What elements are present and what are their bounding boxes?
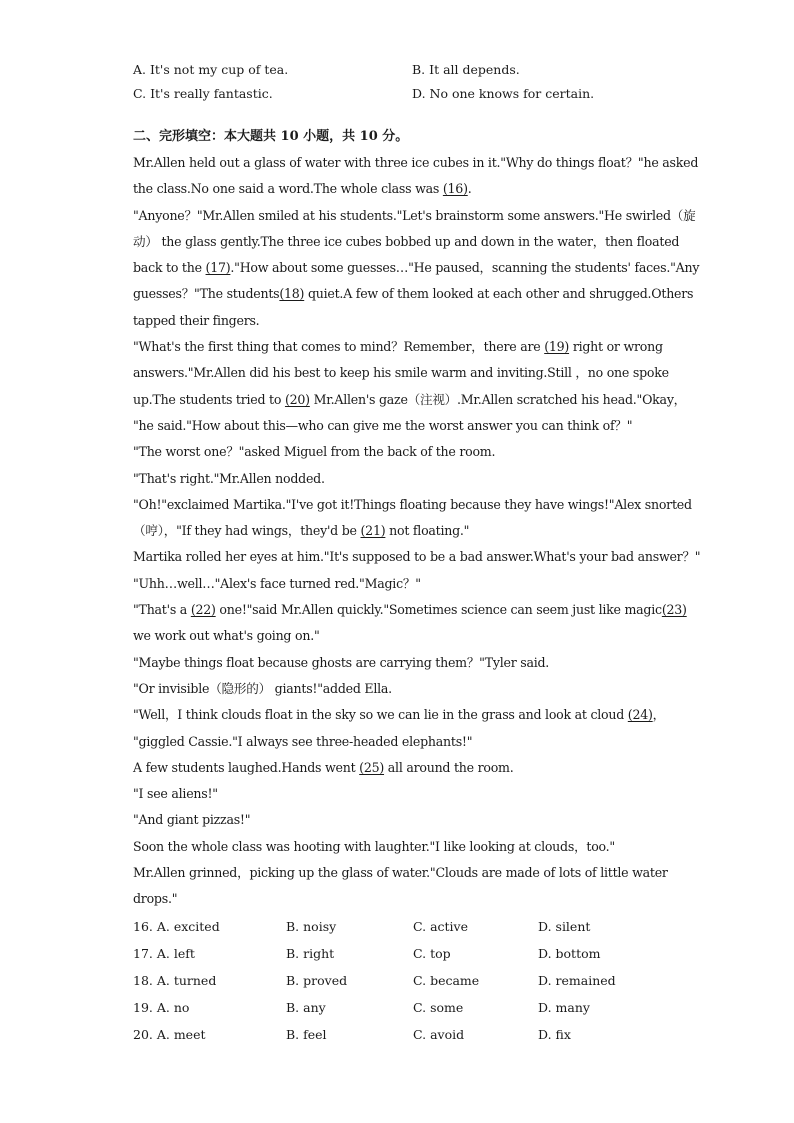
question-list xyxy=(133,913,663,1048)
question-option-c: C. top xyxy=(413,945,451,961)
passage-text: "The worst one？"asked Miguel from the back of the room. xyxy=(133,444,496,460)
passage-text: Soon the whole class was hooting with laughter."I like looking at clouds，too." xyxy=(133,838,615,854)
passage-line xyxy=(133,571,663,597)
passage-line xyxy=(133,413,663,439)
passage-line xyxy=(133,860,668,886)
option-b: B. It all depends. xyxy=(412,62,520,77)
blank-number: (23) xyxy=(661,602,687,618)
passage-text: . xyxy=(467,181,472,197)
blank-number: (18) xyxy=(279,286,305,302)
question-option-c: C. active xyxy=(413,918,468,934)
question-option-d: D. bottom xyxy=(538,945,601,961)
passage-text: "That's right."Mr.Allen nodded. xyxy=(133,470,325,486)
passage-text: "Anyone？"Mr.Allen smiled at his students."Let's brainstorm some answers."He swirled（旋 xyxy=(133,207,696,223)
passage-text: 动） the glass gently.The three ice cubes bobbed up and down in the water，then floated xyxy=(133,233,680,249)
document-page xyxy=(133,58,701,1048)
passage-line xyxy=(133,203,696,229)
question-option-d: D. silent xyxy=(538,918,591,934)
blank-number: (22) xyxy=(190,602,216,618)
passage-text: one!"said Mr.Allen quickly."Sometimes science can seem just like magic xyxy=(215,602,662,618)
passage-line xyxy=(133,544,701,570)
question-option-a: 19. A. no xyxy=(133,999,190,1015)
blank-number: (24) xyxy=(627,707,653,723)
passage-text: we work out what's going on." xyxy=(133,628,320,644)
passage-text: not floating." xyxy=(385,523,470,539)
passage-text: "giggled Cassie."I always see three-headed elephants!" xyxy=(133,733,473,749)
passage-text: drops." xyxy=(133,891,178,907)
passage-text: "What's the first thing that comes to mind？Remember，there are xyxy=(133,339,545,355)
passage-line xyxy=(133,176,663,202)
passage-text: the class.No one said a word.The whole class was xyxy=(133,181,443,197)
section-heading: 二、完形填空：本大题共 10 小题，共 10 分。 xyxy=(133,129,409,144)
question-option-a: 16. A. excited xyxy=(133,918,220,934)
passage-text: "That's a xyxy=(133,602,191,618)
passage-text: Martika rolled her eyes at him."It's supposed to be a bad answer.What's your bad answer？" xyxy=(133,549,701,565)
passage-line xyxy=(133,150,699,176)
passage-line xyxy=(133,492,692,518)
passage-line xyxy=(133,255,700,281)
passage-text: （哼），"If they had wings，they'd be xyxy=(133,523,361,539)
passage-text: A few students laughed.Hands went xyxy=(133,759,360,775)
previous-question-options xyxy=(133,58,663,106)
passage-text: guesses？"The students xyxy=(133,286,280,302)
passage-line xyxy=(133,387,687,413)
passage-line xyxy=(133,650,663,676)
passage-text: "Uhh…well…"Alex's face turned red."Magic？" xyxy=(133,575,421,591)
passage-line xyxy=(133,439,663,465)
passage-text: Mr.Allen's gaze（注视）.Mr.Allen scratched his head."Okay， xyxy=(309,391,687,407)
blank-number: (17) xyxy=(205,260,231,276)
blank-number: (16) xyxy=(442,181,468,197)
passage-line xyxy=(133,702,663,728)
passage-line xyxy=(133,807,663,833)
passage-line xyxy=(133,623,663,649)
question-option-b: B. feel xyxy=(286,1026,327,1042)
passage-text: tapped their fingers. xyxy=(133,312,260,328)
question-option-c: C. became xyxy=(413,972,480,988)
passage-line xyxy=(133,729,663,755)
question-option-d: D. fix xyxy=(538,1026,571,1042)
passage-text: ."How about some guesses…"He paused，scanning the students' faces."Any xyxy=(230,260,700,276)
passage-text: Mr.Allen held out a glass of water with three ice cubes in it."Why do things float？"he asked xyxy=(133,155,699,170)
passage-text: "Maybe things float because ghosts are carrying them？"Tyler said. xyxy=(133,654,550,670)
passage-line xyxy=(133,360,669,386)
question-option-a: 17. A. left xyxy=(133,945,195,961)
passage-text: "I see aliens!" xyxy=(133,786,218,802)
passage-line xyxy=(133,281,694,307)
passage-text: "Oh!"exclaimed Martika."I've got it!Things floating because they have wings!"Alex snorted xyxy=(133,496,692,512)
passage-line xyxy=(133,466,663,492)
passage-line xyxy=(133,308,663,334)
passage-line xyxy=(133,334,663,360)
blank-number: (21) xyxy=(360,523,386,539)
question-option-a: 20. A. meet xyxy=(133,1026,206,1042)
option-c: C. It's really fantastic. xyxy=(133,86,273,101)
question-option-c: C. some xyxy=(413,999,464,1015)
question-option-b: B. right xyxy=(286,945,335,961)
passage-line xyxy=(133,676,663,702)
passage-text: right or wrong xyxy=(569,339,663,355)
question-option-a: 18. A. turned xyxy=(133,972,217,988)
passage-line xyxy=(133,518,663,544)
question-option-b: B. noisy xyxy=(286,918,337,934)
option-a: A. It's not my cup of tea. xyxy=(133,62,289,77)
passage-text: "Well，I think clouds float in the sky so we can lie in the grass and look at cloud xyxy=(133,707,628,723)
question-option-d: D. remained xyxy=(538,972,616,988)
passage-text: back to the xyxy=(133,260,206,276)
passage-text: Mr.Allen grinned，picking up the glass of water."Clouds are made of lots of little water xyxy=(133,865,668,881)
passage-line xyxy=(133,886,663,912)
passage-text: "he said."How about this—who can give me the worst answer you can think of？" xyxy=(133,417,633,433)
question-option-d: D. many xyxy=(538,999,590,1015)
cloze-passage xyxy=(133,150,701,913)
passage-text: "Or invisible（隐形的） giants!"added Ella. xyxy=(133,680,392,696)
passage-text: ， xyxy=(652,707,665,723)
passage-text: quiet.A few of them looked at each other and shrugged.Others xyxy=(304,286,694,302)
passage-text: up.The students tried to xyxy=(133,391,285,407)
passage-line xyxy=(133,597,687,623)
option-d: D. No one knows for certain. xyxy=(412,86,595,101)
passage-text: all around the room. xyxy=(384,759,514,775)
passage-line xyxy=(133,229,680,255)
blank-number: (20) xyxy=(284,391,310,407)
passage-line xyxy=(133,755,663,781)
blank-number: (25) xyxy=(359,759,385,775)
passage-text: answers."Mr.Allen did his best to keep his smile warm and inviting.Still ，no one spoke xyxy=(133,365,669,381)
question-option-b: B. proved xyxy=(286,972,348,988)
passage-line xyxy=(133,781,663,807)
passage-line xyxy=(133,834,663,860)
blank-number: (19) xyxy=(544,339,570,355)
question-option-b: B. any xyxy=(286,999,326,1015)
passage-text: "And giant pizzas!" xyxy=(133,812,251,828)
question-option-c: C. avoid xyxy=(413,1026,465,1042)
